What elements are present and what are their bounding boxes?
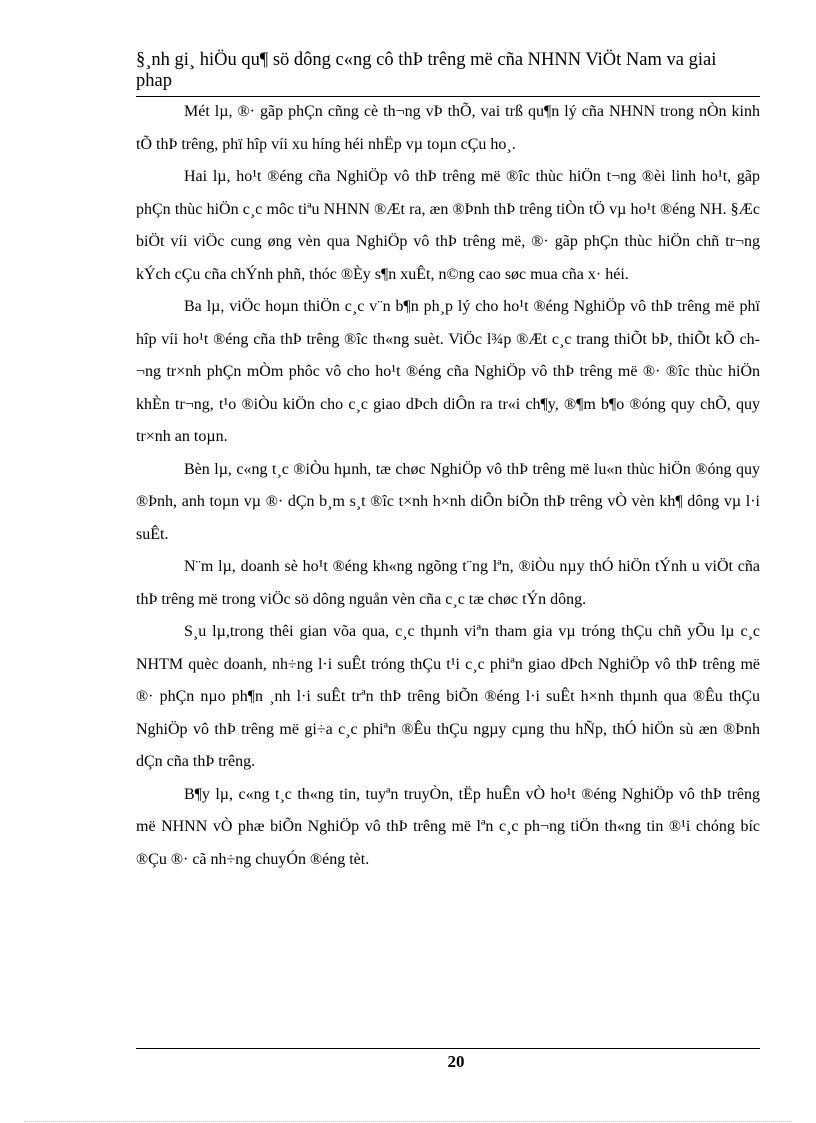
footer-divider — [136, 1048, 760, 1049]
paragraph-3: Ba lµ, viÖc hoµn thiÖn c¸c v¨n b¶n ph¸p lý cho ho¹t ®éng NghiÖp vô thÞ trêng më phï hîp víi ho¹t ®éng cña thÞ trêng ®îc th«ng suèt. ViÖc l¾p ®Æt c¸c trang thiÕt bÞ, thiÕt kÕ ch¬ng tr×nh phÇn mÒm phôc vô cho ho¹t ®éng cña NghiÖp vô thÞ trêng më ®· ®îc thùc hiÖn khÈn tr¬ng, t¹o ®iÒu kiÖn cho c¸c giao dÞch diÔn ra tr«i ch¶y, ®¶m b¶o ®óng quy chÕ, quy tr×nh an toµn. — [136, 298, 760, 445]
page-number: 20 — [447, 1052, 465, 1071]
page-bottom-dotted-line — [24, 1121, 792, 1122]
paragraph-7: B¶y lµ, c«ng t¸c th«ng tin, tuyªn truyÒn, tËp huÊn vÒ ho¹t ®éng NghiÖp vô thÞ trêng më NHNN vÒ phæ biÕn NghiÖp vô thÞ trêng më lªn c¸c ph¬ng tiÖn th«ng tin ®¹i chóng bíc ®Çu ®· cã nh÷ng chuyÓn ®éng tèt. — [136, 785, 760, 868]
body-text — [136, 96, 760, 876]
paragraph-6: S¸u lµ,trong thêi gian võa qua, c¸c thµnh viªn tham gia vµ tróng thÇu chñ yÕu lµ c¸c NHTM quèc doanh, nh÷ng l·i suÊt tróng thÇu t¹i c¸c phiªn giao dÞch NghiÖp vô thÞ trêng më ®· phÇn nµo ph¶n ¸nh l·i suÊt trªn thÞ trêng biÕn ®éng l·i suÊt h×nh thµnh qua ®Êu thÇu NghiÖp vô thÞ trêng më gi÷a c¸c phiªn ®Êu thÇu ngµy cµng thu hÑp, thÓ hiÖn sù æn ®Þnh dÇn cña thÞ trêng. — [136, 623, 760, 770]
paragraph-2: Hai lµ, ho¹t ®éng cña NghiÖp vô thÞ trêng më ®îc thùc hiÖn t¬ng ®èi linh ho¹t, gãp phÇn thùc hiÖn c¸c môc tiªu NHNN ®Æt ra, æn ®Þnh thÞ trêng tiÒn tÖ vµ ho¹t ®éng NH. §Æc biÖt víi viÖc cung øng vèn qua NghiÖp vô thÞ trêng më, ®· gãp phÇn thùc hiÖn chñ tr¬ng kÝch cÇu cña chÝnh phñ, thóc ®Èy s¶n xuÊt, n©ng cao søc mua cña x· héi. — [136, 168, 760, 283]
paragraph-5: N¨m lµ, doanh sè ho¹t ®éng kh«ng ngõng t¨ng lªn, ®iÒu nµy thÓ hiÖn tÝnh u viÖt cña thÞ trêng më trong viÖc sö dông nguån vèn cña c¸c tæ chøc tÝn dông. — [136, 558, 760, 608]
paragraph-1: Mét lµ, ®· gãp phÇn cñng cè th¬ng vÞ thÕ, vai trß qu¶n lý cña NHNN trong nÒn kinh tÕ thÞ trêng, phï hîp víi xu híng héi nhËp vµ toµn cÇu ho¸. — [136, 103, 760, 153]
page-header-title: §¸nh gi¸ hiÖu qu¶ sö dông c«ng cô thÞ trêng më cña NHNN ViÖt Nam va giai phap — [136, 50, 717, 91]
paragraph-4: Bèn lµ, c«ng t¸c ®iÒu hµnh, tæ chøc NghiÖp vô thÞ trêng më lu«n thùc hiÖn ®óng quy ®Þnh, anh toµn vµ ®· dÇn b¸m s¸t ®îc t×nh h×nh diÔn biÕn thÞ trêng vÒ vèn kh¶ dông vµ l·i suÊt. — [136, 460, 760, 543]
